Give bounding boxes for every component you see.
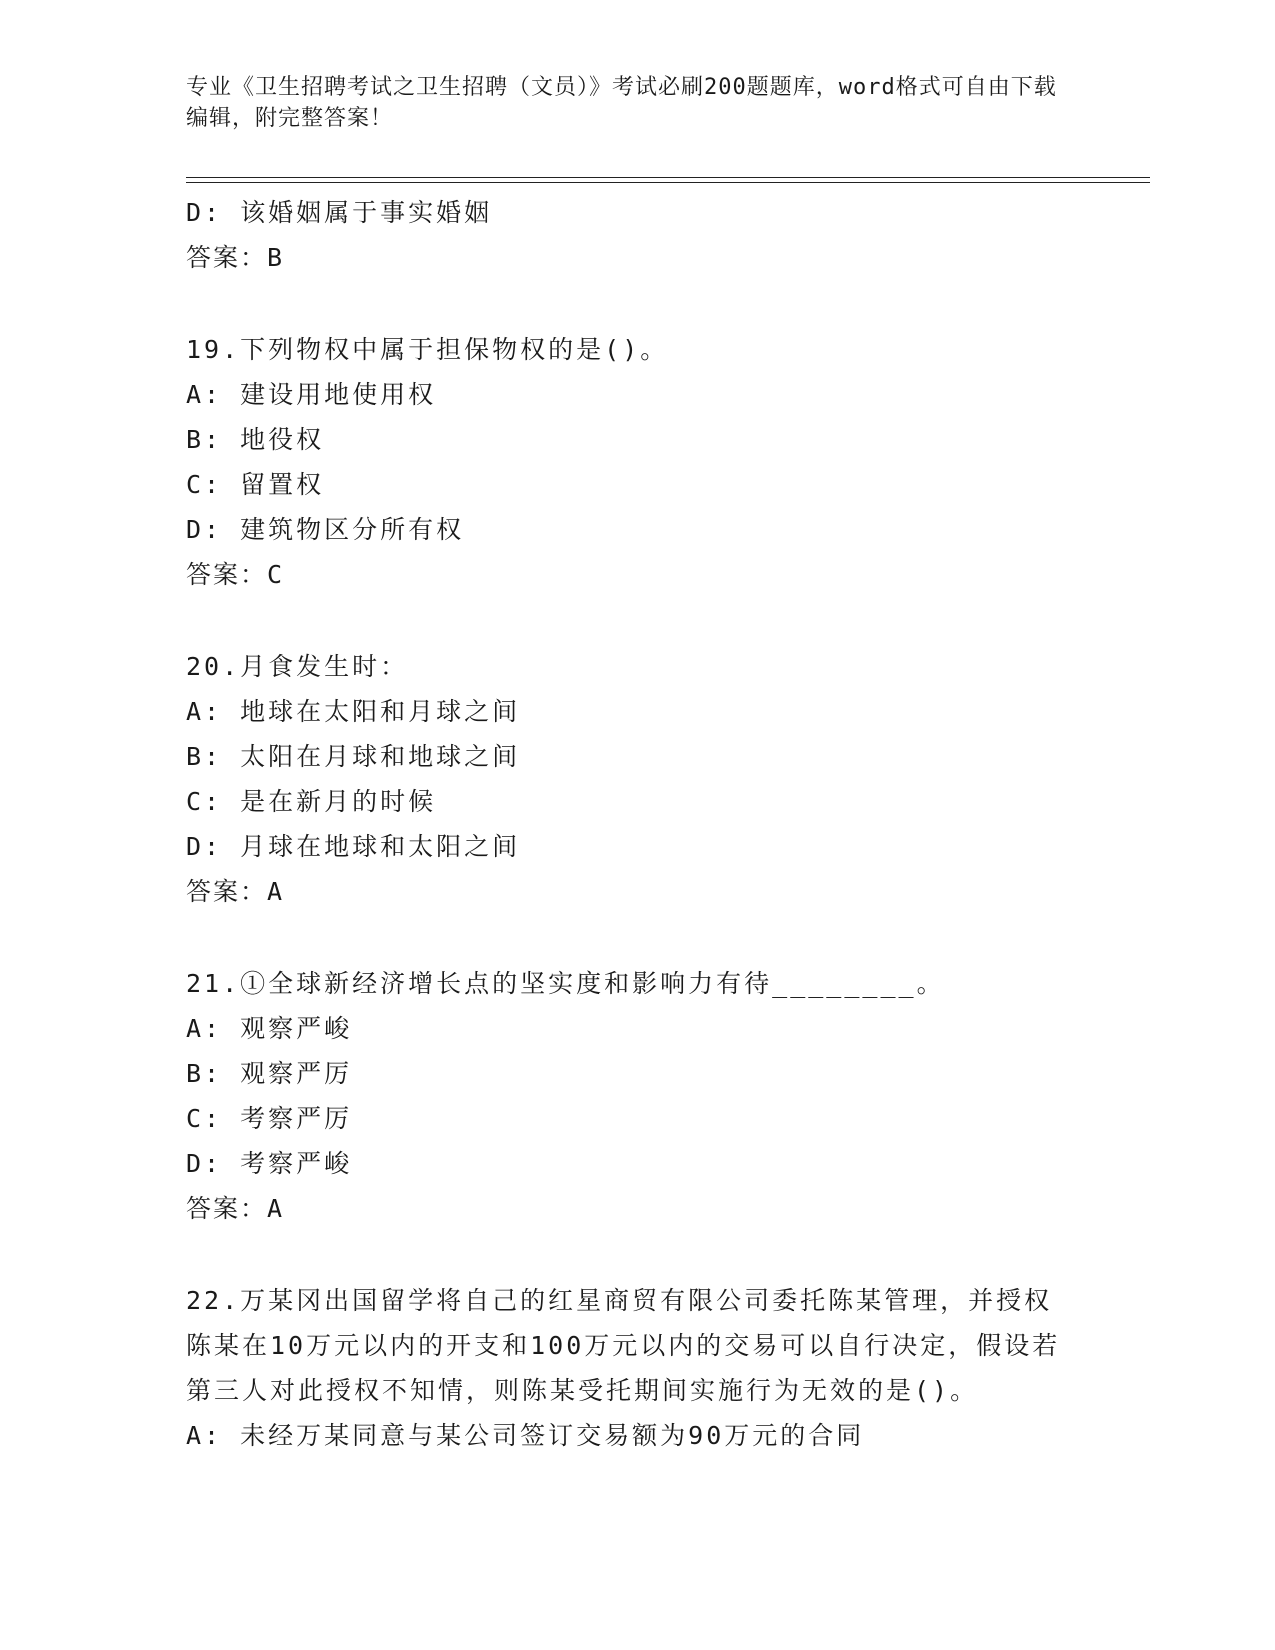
question-stem: 21.①全球新经济增长点的坚实度和影响力有待________。 xyxy=(186,969,945,998)
option-d: D: 考察严峻 xyxy=(186,1149,353,1178)
answer-line: 答案：B xyxy=(186,243,285,272)
answer-line: 答案：C xyxy=(186,560,285,589)
option-a: A: 建设用地使用权 xyxy=(186,380,437,409)
option-d: D: 月球在地球和太阳之间 xyxy=(186,832,521,861)
spacer xyxy=(186,280,1066,327)
option-d: D: 建筑物区分所有权 xyxy=(186,515,465,544)
question-21 xyxy=(186,961,1066,1231)
option-d: D: 该婚姻属于事实婚姻 xyxy=(186,198,493,227)
question-19 xyxy=(186,327,1066,597)
spacer xyxy=(186,914,1066,961)
page-header: 专业《卫生招聘考试之卫生招聘（文员）》考试必刷200题题库，word格式可自由下载编辑，附完整答案！ xyxy=(186,75,1057,131)
option-b: B: 地役权 xyxy=(186,425,325,454)
option-a: A: 未经万某同意与某公司签订交易额为90万元的合同 xyxy=(186,1421,865,1450)
question-20 xyxy=(186,644,1066,914)
option-a: A: 地球在太阳和月球之间 xyxy=(186,697,521,726)
answer-line: 答案：A xyxy=(186,877,285,906)
answer-line: 答案：A xyxy=(186,1194,285,1223)
spacer xyxy=(186,1231,1066,1278)
header-rule-top xyxy=(186,177,1150,178)
option-c: C: 考察严厉 xyxy=(186,1104,353,1133)
question-list xyxy=(186,190,1066,1458)
question-22 xyxy=(186,1278,1066,1458)
option-b: B: 太阳在月球和地球之间 xyxy=(186,742,521,771)
option-c: C: 是在新月的时候 xyxy=(186,787,437,816)
question-stem: 19.下列物权中属于担保物权的是()。 xyxy=(186,335,669,364)
header-rule-bottom xyxy=(186,182,1150,183)
option-a: A: 观察严峻 xyxy=(186,1014,353,1043)
question-stem: 22.万某冈出国留学将自己的红星商贸有限公司委托陈某管理，并授权陈某在10万元以内的开支和100万元以内的交易可以自行决定，假设若第三人对此授权不知情，则陈某受托期间实施行为无效的是()。 xyxy=(186,1286,1061,1405)
spacer xyxy=(186,597,1066,644)
question-stem: 20.月食发生时： xyxy=(186,652,409,681)
option-c: C: 留置权 xyxy=(186,470,325,499)
option-b: B: 观察严厉 xyxy=(186,1059,353,1088)
